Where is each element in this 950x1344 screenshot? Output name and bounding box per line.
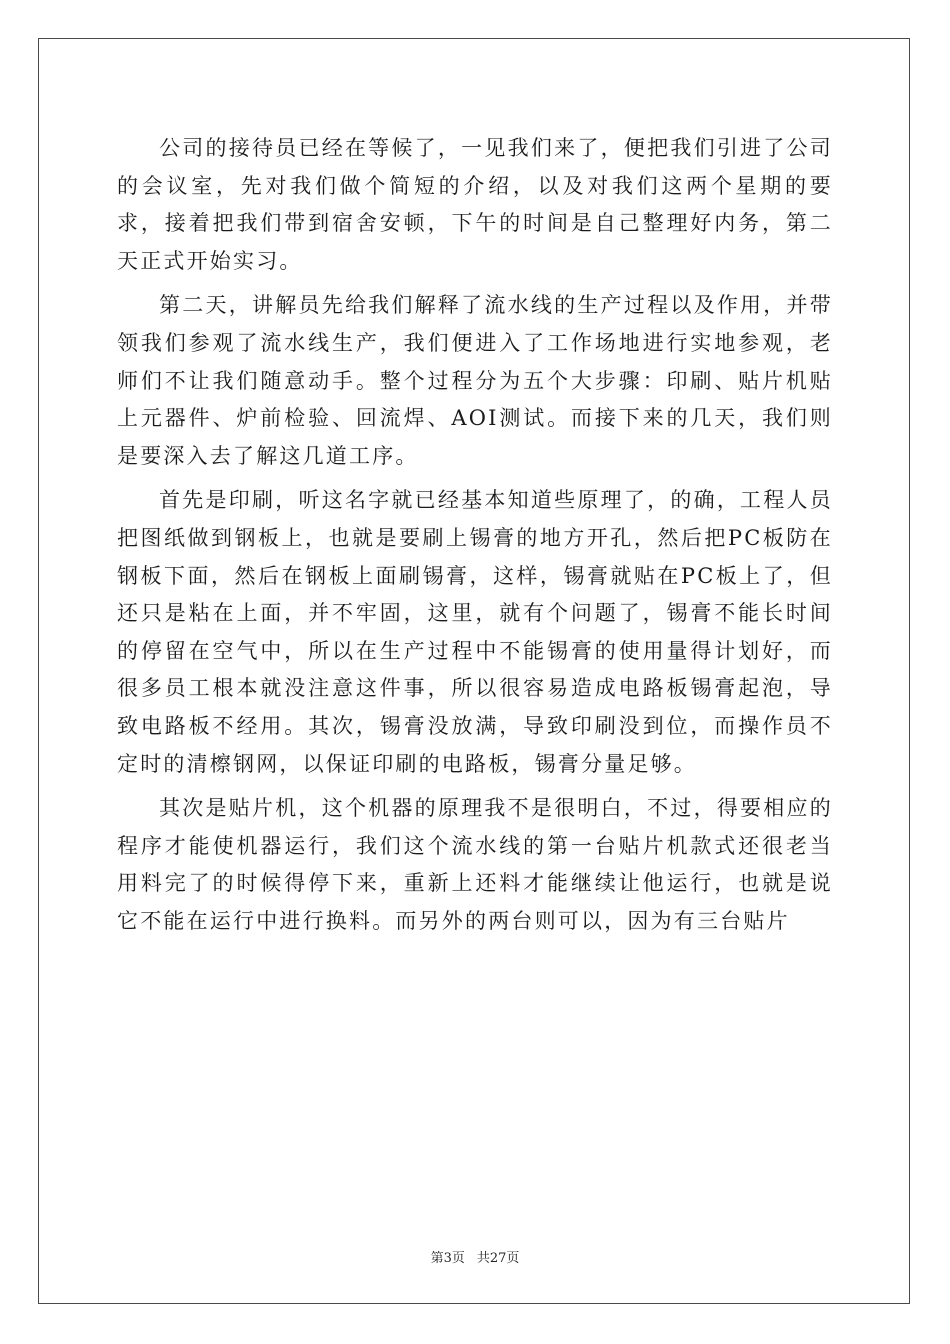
page-total: 共27页 [476,1251,520,1266]
paragraph-3: 首先是印刷，听这名字就已经基本知道些原理了，的确，工程人员把图纸做到钢板上，也就是要刷上锡膏的地方开孔，然后把PC板防在钢板下面，然后在钢板上面刷锡膏，这样，锡膏就贴在PC板上了，但还只是粘在上面，并不牢固，这里，就有个问题了，锡膏不能长时间的停留在空气中，所以在生产过程中不能锡膏的使用量得计划好，而很多员工根本就没注意这件事，所以很容易造成电路板锡膏起泡，导致电路板不经用。其次，锡膏没放满，导致印刷没到位，而操作员不定时的清檫钢网，以保证印刷的电路板，锡膏分量足够。 [117,488,833,776]
page-footer [0,1247,950,1266]
document-body [117,130,833,940]
page-number: 第3页 [430,1251,465,1266]
paragraph-4: 其次是贴片机，这个机器的原理我不是很明白，不过，得要相应的程序才能使机器运行，我们这个流水线的第一台贴片机款式还很老当用料完了的时候得停下来，重新上还料才能继续让他运行，也就是说它不能在运行中进行换料。而另外的两台则可以，因为有三台贴片 [117,796,833,933]
paragraph-1: 公司的接待员已经在等候了，一见我们来了，便把我们引进了公司的会议室，先对我们做个简短的介绍，以及对我们这两个星期的要求，接着把我们带到宿舍安顿，下午的时间是自己整理好内务，第二天正式开始实习。 [117,136,833,273]
paragraph-2: 第二天，讲解员先给我们解释了流水线的生产过程以及作用，并带领我们参观了流水线生产，我们便进入了工作场地进行实地参观，老师们不让我们随意动手。整个过程分为五个大步骤：印刷、贴片机贴上元器件、炉前检验、回流焊、AOI测试。而接下来的几天，我们则是要深入去了解这几道工序。 [117,293,833,468]
